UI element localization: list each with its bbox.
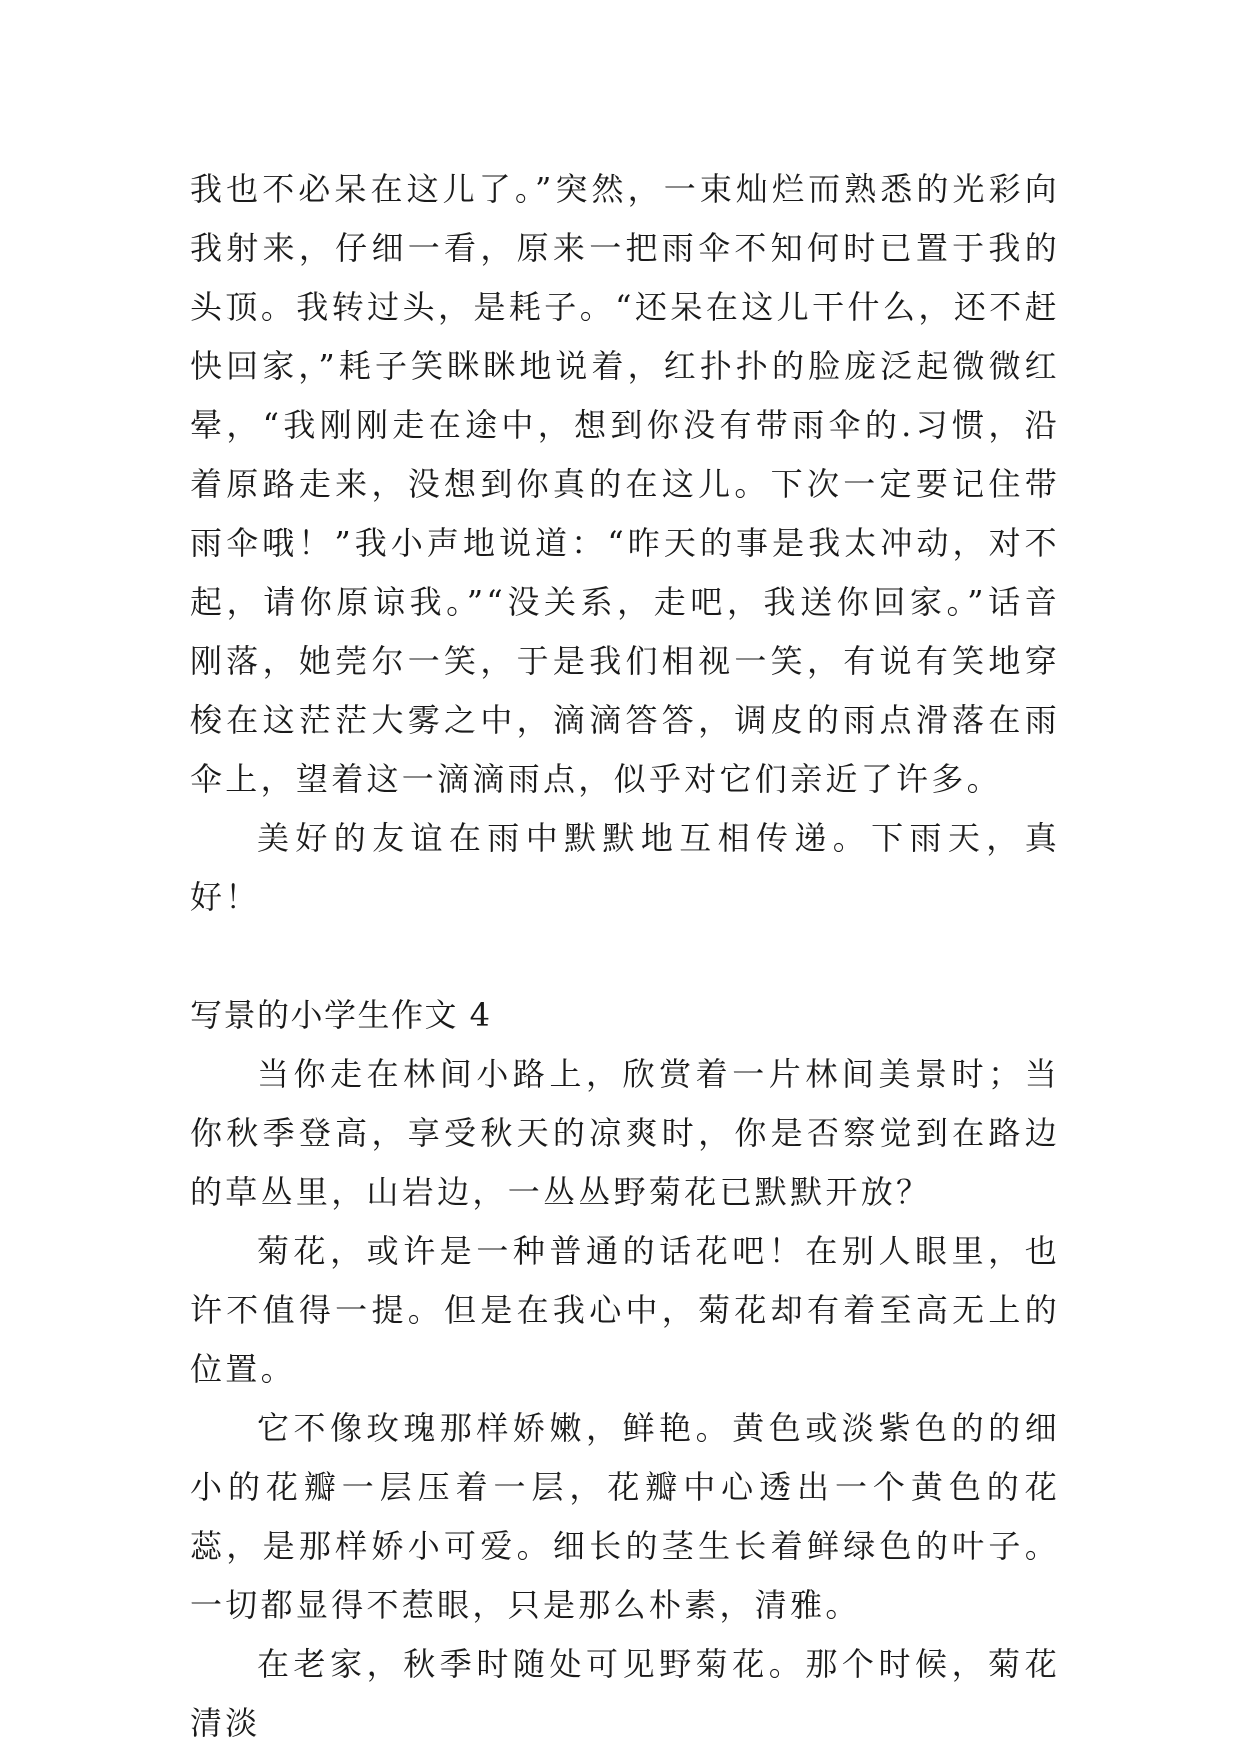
paragraph: 菊花，或许是一种普通的话花吧！在别人眼里，也许不值得一提。但是在我心中，菊花却有着至高无上的位置。 xyxy=(190,1232,1060,1388)
paragraph: 当你走在林间小路上，欣赏着一片林间美景时；当你秋季登高，享受秋天的凉爽时，你是否察觉到在路边的草丛里，山岩边，一丛丛野菊花已默默开放？ xyxy=(190,1055,1060,1211)
paragraph: 在老家，秋季时随处可见野菊花。那个时候，菊花清淡 xyxy=(190,1645,1060,1742)
section-title: 写景的小学生作文 4 xyxy=(190,996,492,1034)
paragraph-conclusion: 美好的友谊在雨中默默地互相传递。下雨天，真好！ xyxy=(190,819,1060,916)
document-body xyxy=(190,160,1060,1753)
paragraph-continuation: 我也不必呆在这儿了。”突然，一束灿烂而熟悉的光彩向我射来，仔细一看，原来一把雨伞不知何时已置于我的头顶。我转过头，是耗子。“还呆在这儿干什么，还不赶快回家，”耗子笑眯眯地说着，红扑扑的脸庞泛起微微红晕，“我刚刚走在途中，想到你没有带雨伞的.习惯，沿着原路走来，没想到你真的在这儿。下次一定要记住带雨伞哦！”我小声地说道：“昨天的事是我太冲动，对不起，请你原谅我。”“没关系，走吧，我送你回家。”话音刚落，她莞尔一笑，于是我们相视一笑，有说有笑地穿梭在这茫茫大雾之中，滴滴答答，调皮的雨点滑落在雨伞上，望着这一滴滴雨点，似乎对它们亲近了许多。 xyxy=(190,170,1060,798)
paragraph: 它不像玫瑰那样娇嫩，鲜艳。黄色或淡紫色的的细小的花瓣一层压着一层，花瓣中心透出一个黄色的花蕊，是那样娇小可爱。细长的茎生长着鲜绿色的叶子。一切都显得不惹眼，只是那么朴素，清雅。 xyxy=(190,1409,1060,1624)
